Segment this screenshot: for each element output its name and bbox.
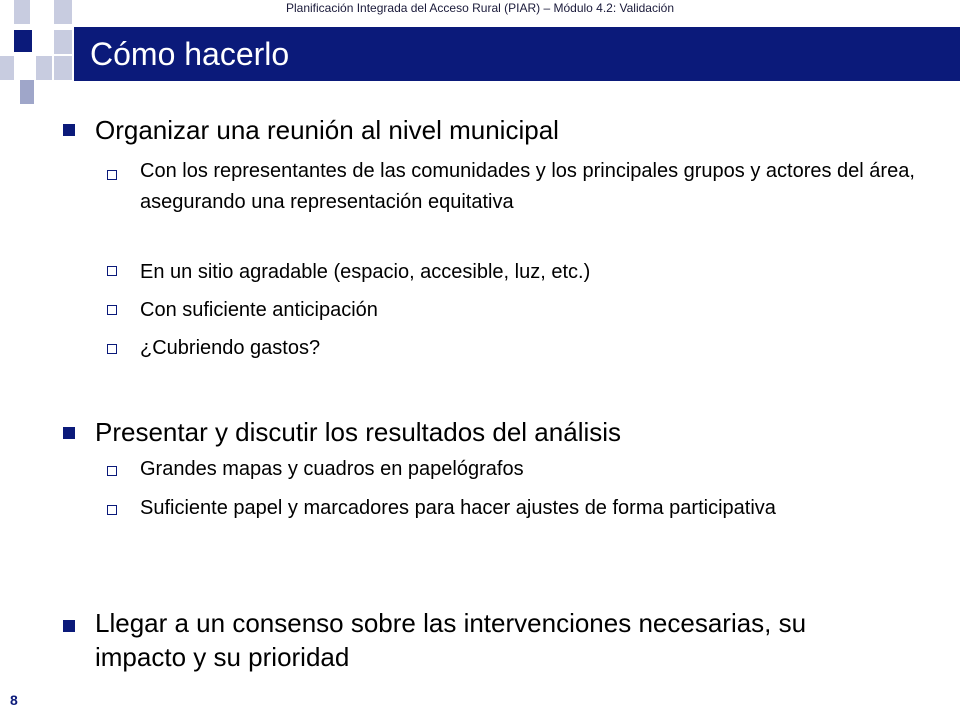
bullet-main-1: Organizar una reunión al nivel municipal <box>95 115 559 145</box>
page-number: 8 <box>10 692 18 708</box>
bullet-main-3: Llegar a un consenso sobre las intervenciones necesarias, su impacto y su prioridad <box>95 608 807 672</box>
bullet-hollow-square-icon <box>107 170 117 180</box>
bullet-hollow-square-icon <box>107 344 117 354</box>
bullet-square-icon <box>63 124 75 136</box>
sub-bullet: En un sitio agradable (espacio, accesible, luz, etc.) <box>140 261 591 283</box>
bullet-square-icon <box>63 427 75 439</box>
bullet-hollow-square-icon <box>107 466 117 476</box>
bullet-hollow-square-icon <box>107 266 117 276</box>
slide-header: Planificación Integrada del Acceso Rural (PIAR) – Módulo 4.2: Validación <box>286 1 674 15</box>
bullet-hollow-square-icon <box>107 505 117 515</box>
sub-bullet: Suficiente papel y marcadores para hacer ajustes de forma participativa <box>140 497 776 519</box>
sub-bullet: ¿Cubriendo gastos? <box>140 337 321 359</box>
slide-title: Cómo hacerlo <box>90 36 290 72</box>
bullet-square-icon <box>63 620 75 632</box>
sub-bullet: Grandes mapas y cuadros en papelógrafos <box>140 458 524 480</box>
bullet-hollow-square-icon <box>107 305 117 315</box>
sub-bullet: Con suficiente anticipación <box>140 299 378 321</box>
sub-bullet: Con los representantes de las comunidades y los principales grupos y actores del área, asegurando una representación equitativa <box>140 160 915 213</box>
bullet-main-2: Presentar y discutir los resultados del análisis <box>95 417 622 447</box>
